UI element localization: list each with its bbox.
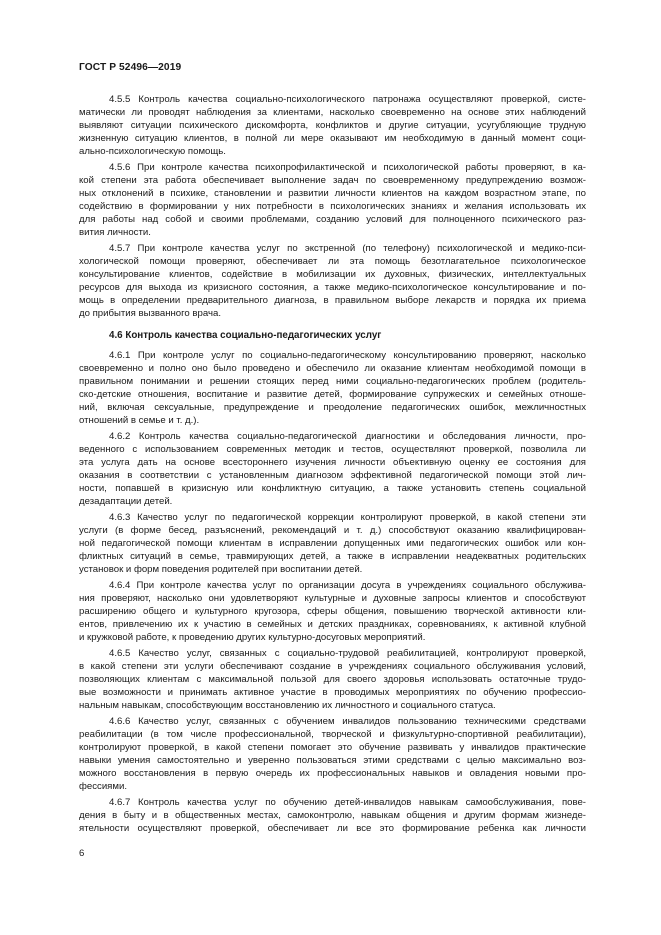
paragraph-line: ятельности осуществляют проверкой, обеспечивает ли все это формирование ребенка как личности xyxy=(79,823,586,834)
paragraph-line: 4.5.5 Контроль качества социально-психологического патронажа осуществляют проверкой, систе- xyxy=(109,94,586,105)
paragraph-line: нальным навыкам, способствующим восстановлению их личностного и социального статуса. xyxy=(79,700,496,711)
paragraph-line: эта услуга дать на основе всестороннего изучения личности объективную оценку ее состояния для xyxy=(79,457,586,468)
paragraph-line: мощь в определении предварительного диагноза, в правильном выборе лекарств и порядка их приема xyxy=(79,295,586,306)
paragraph-line: веденного с использованием современных методик и тестов, осуществляют проверкой, позволила ли xyxy=(79,444,586,455)
paragraph-line: выявляют ситуации психического дискомфорта, конфликтов и другие ситуации, усугубляющие трудную xyxy=(79,120,586,131)
paragraph xyxy=(79,242,586,320)
paragraph-line: матически ли проводят наблюдения за клиентами, насколько своевременно на основе этих наблюдений xyxy=(79,107,586,118)
paragraph-line: отношений в семье и т. д.). xyxy=(79,415,200,426)
paragraph-line: 4.6.7 Контроль качества услуг по обучению детей-инвалидов навыкам самообслуживания, пове- xyxy=(109,797,586,808)
paragraph xyxy=(79,715,586,793)
paragraph-line: услуги (в форме бесед, разъяснений, рекомендаций и т. д.) способствуют оказанию квалифицирован- xyxy=(79,525,586,536)
section-title: 4.6 Контроль качества социально-педагогических услуг xyxy=(109,330,382,341)
paragraph-line: 4.6.6 Качество услуг, связанных с обучением инвалидов пользованию техническими средствами xyxy=(109,716,586,727)
section-4-6-paragraphs xyxy=(79,349,586,835)
paragraph-line: содействию в формировании у них потребности в психологических знаниях и желания использовать их xyxy=(79,201,586,212)
paragraph-line: 4.5.6 При контроле качества психопрофилактической и психологической работы проверяют, в ка- xyxy=(109,162,586,173)
paragraph-line: реабилитации (в том числе профессиональной, творческой и физкультурно-спортивной реабилитации), xyxy=(79,729,586,740)
paragraph-line: 4.6.2 Контроль качества социально-педагогической диагностики и обследования личности, про- xyxy=(109,431,586,442)
paragraph-line: позволяющих клиентам с максимальной пользой для своего здоровья использовать остаточные трудо- xyxy=(79,674,586,685)
paragraph-line: 4.6.3 Качество услуг по педагогической коррекции контролируют проверкой, в какой степени эти xyxy=(109,512,586,523)
paragraph-line: своевременно и полно оно было проведено и обеспечило ли оказание клиентам необходимой помощи в xyxy=(79,363,586,374)
page-number: 6 xyxy=(79,848,85,859)
paragraph-line: ний, включая сексуальные, предупреждение и преодоление педагогических ошибок, межличностных xyxy=(79,402,586,413)
paragraph-line: консультирование клиентов, содействие в мобилизации их духовных, физических, интеллектуальных xyxy=(79,269,586,280)
paragraph-line: вития личности. xyxy=(79,227,151,238)
paragraph-line: можного восстановления в первую очередь их профессиональных навыков и овладения новыми про- xyxy=(79,768,586,779)
paragraph-line: ально-психологическую помощь. xyxy=(79,146,226,157)
paragraph-line: ентов, привлечению их к участию в семейных и детских праздниках, соревнованиях, к активной клубной xyxy=(79,619,586,630)
paragraph-line: дезадаптации детей. xyxy=(79,496,173,507)
paragraph xyxy=(79,349,586,427)
paragraph-line: вые возможности и принимать активное участие в проводимых мероприятиях по обучению профессио- xyxy=(79,687,586,698)
paragraph-line: оказания в соответствии с установленным диагнозом эффективной педагогической помощи этой лич- xyxy=(79,470,586,481)
paragraph xyxy=(79,93,586,158)
paragraph-line: кой степени эта работа обеспечивает выполнение задач по своевременному предупреждению возмож- xyxy=(79,175,586,186)
paragraph-line: ресурсов для выхода из кризисного состояния, а также медико-психологическое консультирование и по- xyxy=(79,282,586,293)
paragraph-line: до прибытия вызванного врача. xyxy=(79,308,221,319)
paragraph-line: ных отклонений в психике, становлении и развитии личности клиентов на каждом возрастном этапе, по xyxy=(79,188,586,199)
paragraph-line: и кружковой работе, к проведению других культурно-досуговых мероприятий. xyxy=(79,632,426,643)
paragraph-line: 4.6.5 Качество услуг, связанных с социально-трудовой реабилитацией, контролируют проверкой, xyxy=(109,648,586,659)
paragraph-line: контролируют проверкой, в какой степени помогает это обучение развивать у инвалидов практические xyxy=(79,742,586,753)
paragraph xyxy=(79,430,586,508)
paragraph xyxy=(79,579,586,644)
paragraph-line: 4.5.7 При контроле качества услуг по экстренной (по телефону) психологической и медико-пси- xyxy=(109,243,586,254)
paragraph-line: ско-детские отношения, воспитание и развитие детей, формирование супружеских и семейных отноше- xyxy=(79,389,586,400)
paragraph-line: ности, попавшей в кризисную или конфликтную ситуацию, а также установить степень социальной xyxy=(79,483,586,494)
paragraph xyxy=(79,161,586,239)
paragraph-line: установок и форм поведения родителей при воспитании детей. xyxy=(79,564,363,575)
document-body xyxy=(79,93,586,838)
paragraph-line: ния проверяют, насколько они удовлетворяют культурные и духовные запросы клиентов и способствуют xyxy=(79,593,586,604)
paragraph-line: хологической помощи проверяют, обеспечивает ли эта помощь безотлагательное психологическое xyxy=(79,256,586,267)
paragraph-line: для работы над собой и своими проблемами, созданию условий для полноценного психического раз- xyxy=(79,214,586,225)
paragraph-line: в какой степени эти услуги обеспечивают создание в учреждениях социального обслуживания условий, xyxy=(79,661,586,672)
paragraph xyxy=(79,796,586,835)
document-header: ГОСТ Р 52496—2019 xyxy=(79,62,182,73)
paragraph-line: фликтных ситуаций в семье, травмирующих детей, а также в исправлении неадекватных родительских xyxy=(79,551,586,562)
paragraph-line: жизненную ситуацию клиентов, в полной ли мере оказывают им необходимую в данный момент соци- xyxy=(79,133,586,144)
section-4-5-paragraphs xyxy=(79,93,586,320)
paragraph-line: 4.6.1 При контроле услуг по социально-педагогическому консультированию проверяют, насколько xyxy=(109,350,586,361)
paragraph-line: расширению общего и культурного кругозора, сферы общения, повышению творческой активности кли- xyxy=(79,606,586,617)
paragraph xyxy=(79,511,586,576)
paragraph-line: фессиями. xyxy=(79,781,127,792)
paragraph xyxy=(79,647,586,712)
paragraph-line: навыки умения самостоятельно и уверенно пользоваться этими средствами с целью максимально воз- xyxy=(79,755,586,766)
paragraph-line: дения в быту и в общественных местах, самоконтролю, навыкам общения и другим формам жизнеде- xyxy=(79,810,586,821)
paragraph-line: 4.6.4 При контроле качества услуг по организации досуга в учреждениях социального обслужива- xyxy=(109,580,586,591)
paragraph-line: правильном понимании и решении стоящих перед ними социально-педагогических проблем (родитель- xyxy=(79,376,586,387)
paragraph-line: ной педагогической помощи клиентам в исправлении допущенных ими педагогических ошибок или кон- xyxy=(79,538,586,549)
